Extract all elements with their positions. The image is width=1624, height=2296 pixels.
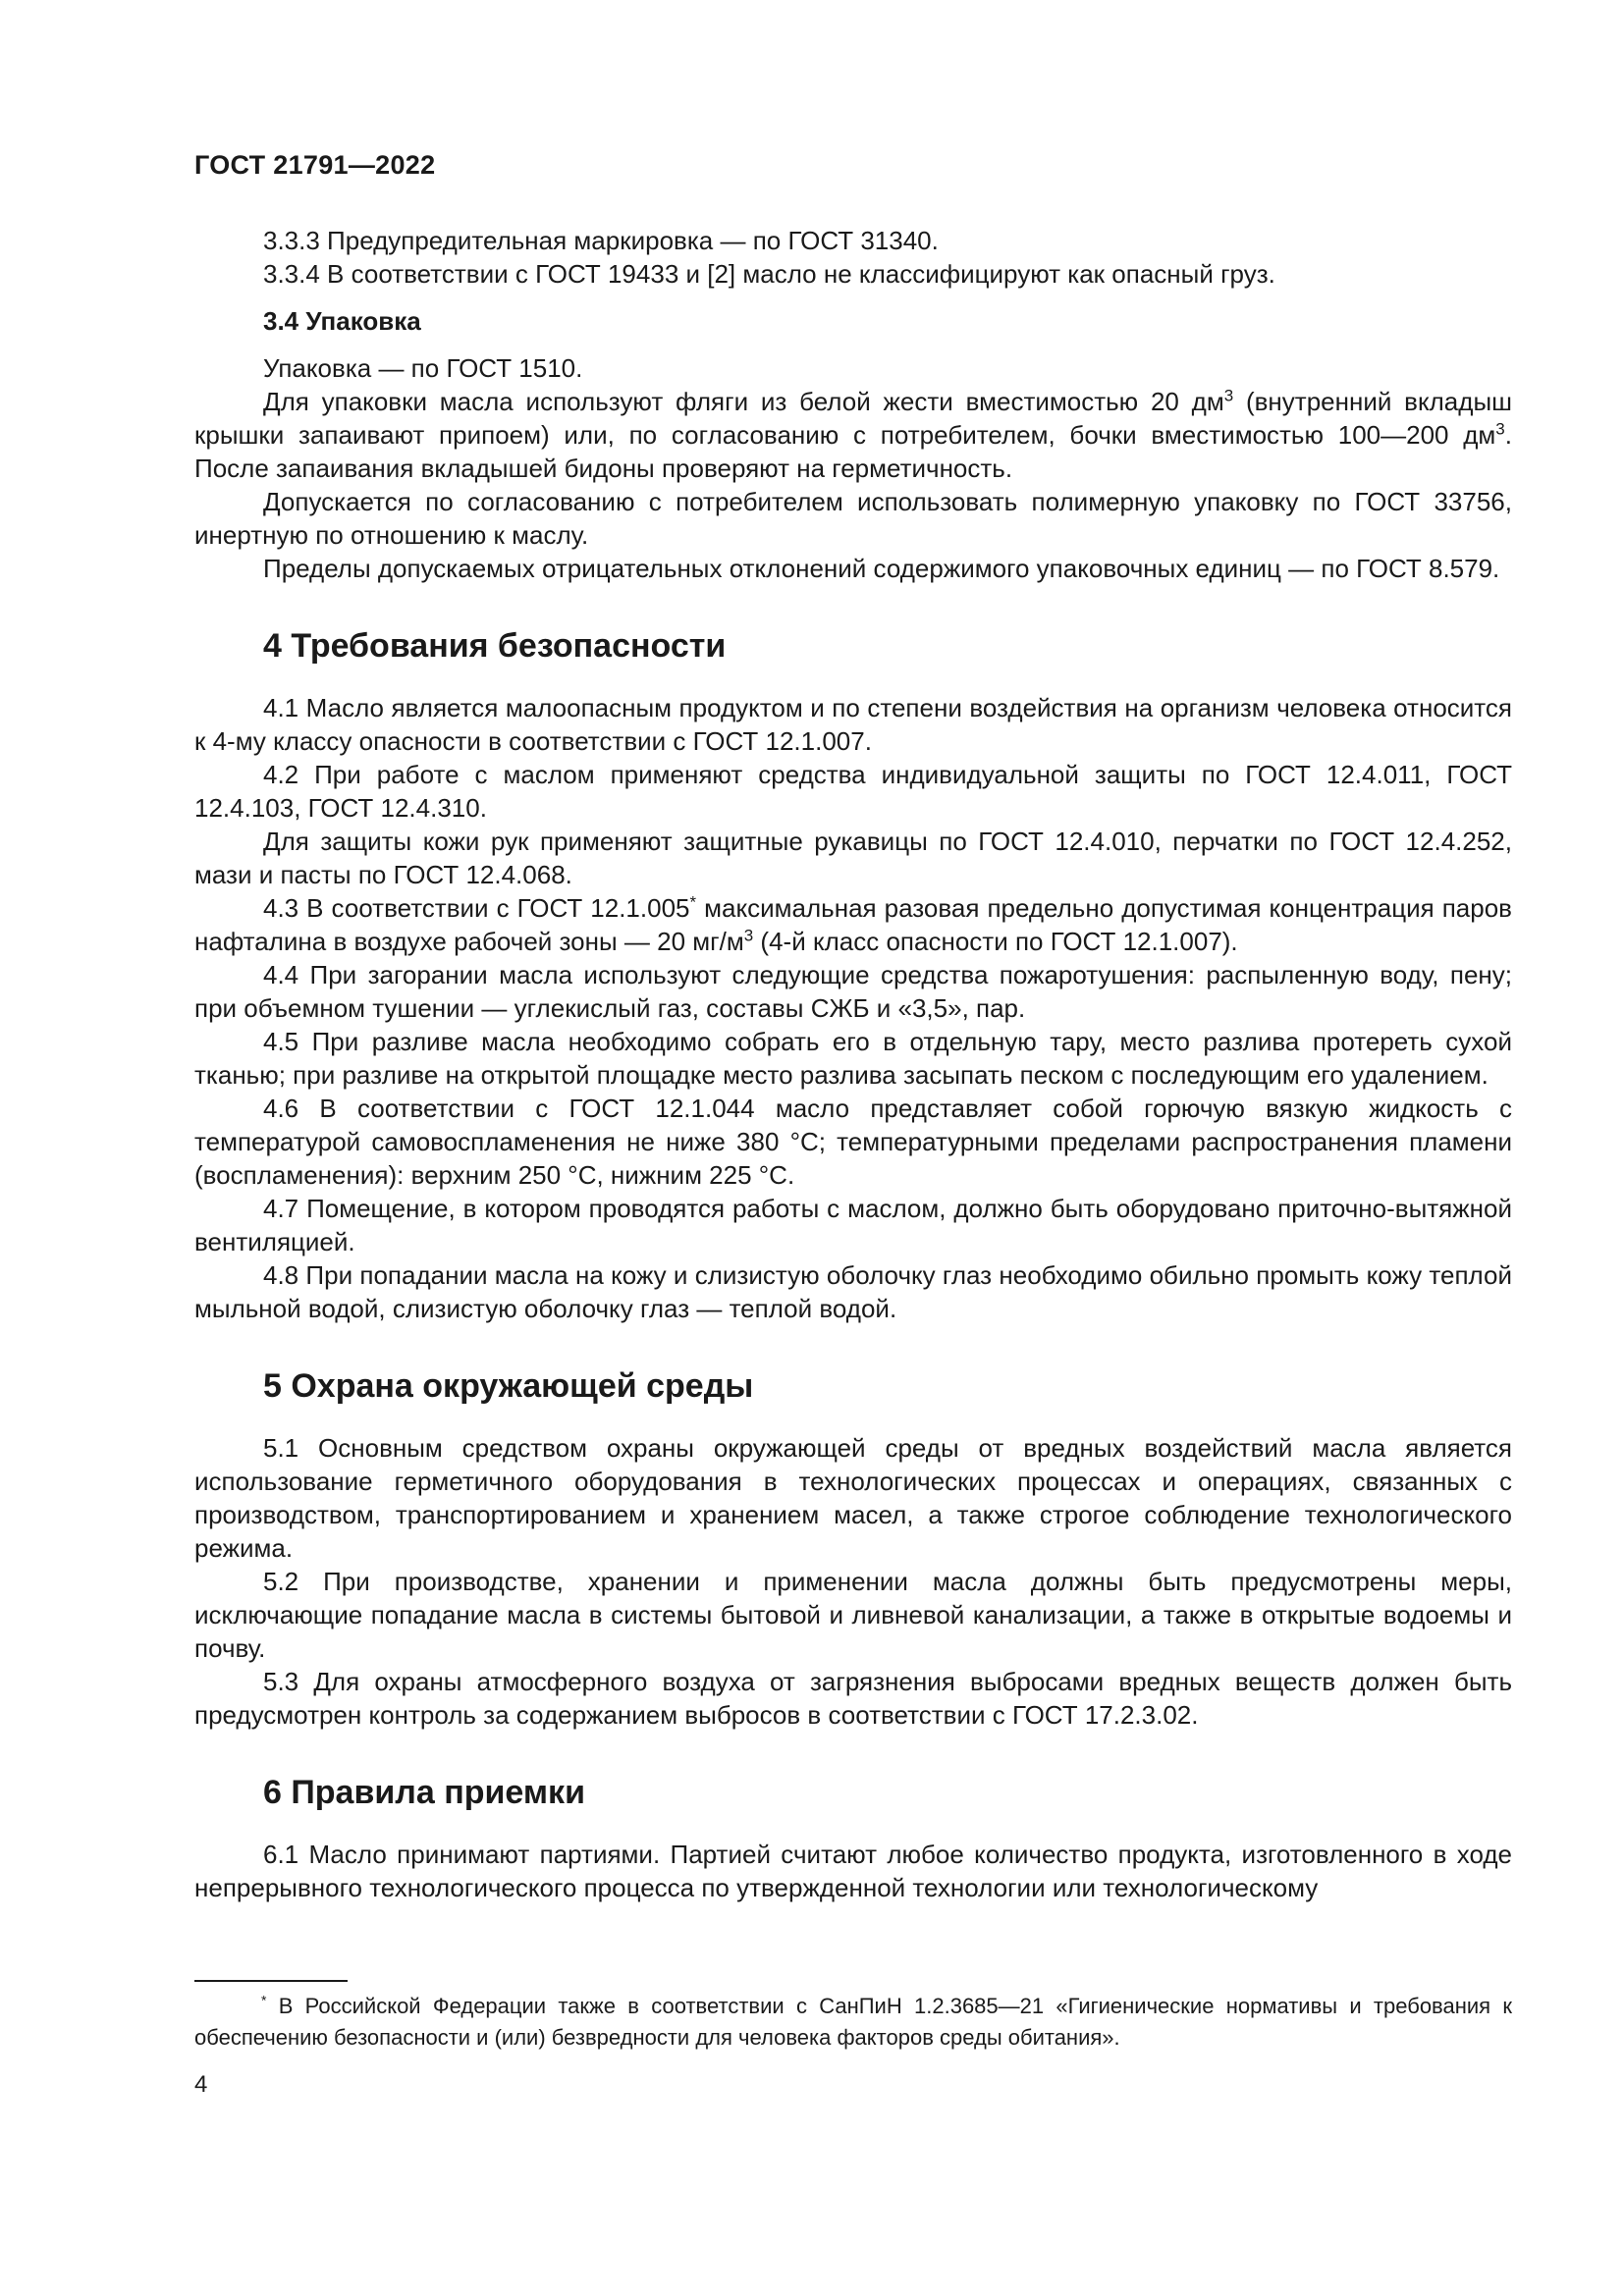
running-header: ГОСТ 21791—2022 — [194, 150, 436, 180]
superscript: 3 — [1495, 419, 1505, 439]
paragraph: 4.5 При разливе масла необходимо собрать его в отдельную тару, место разлива протереть сухой тканью; при разливе на открытой площадке место разлива засыпать песком с последующим его удалением. — [194, 1027, 1512, 1090]
paragraph — [194, 385, 1512, 485]
text-run: Для упаковки масла используют фляги из белой жести вместимостью 20 дм — [263, 387, 1224, 416]
superscript: 3 — [743, 926, 754, 945]
footnote-text: В Российской Федерации также в соответствии с СанПиН 1.2.3685—21 «Гигиенические нормативы и требования к обеспечению безопасности и (или) безвредности для человека факторов среды обитания». — [194, 1994, 1512, 2050]
paragraph: 5.3 Для охраны атмосферного воздуха от загрязнения выбросами вредных веществ должен быть предусмотрен контроль за содержанием выбросов в соответствии с ГОСТ 17.2.3.02. — [194, 1667, 1512, 1730]
section-heading: 4 Требования безопасности — [263, 627, 727, 665]
paragraph: Допускается по согласованию с потребителем использовать полимерную упаковку по ГОСТ 33756, инертную по отношению к маслу. — [194, 487, 1512, 550]
footnote — [194, 1991, 1512, 2054]
paragraph: 5.2 При производстве, хранении и применении масла должны быть предусмотрены меры, исключающие попадание масла в системы бытовой и ливневой канализации, а также в открытые водоемы и почву. — [194, 1567, 1512, 1663]
paragraph: 6.1 Масло принимают партиями. Партией считают любое количество продукта, изготовленного в ходе непрерывного технологического процесса по утвержденной технологии или технологическому — [194, 1840, 1512, 1902]
paragraph: 4.4 При загорании масла используют следующие средства пожаротушения: распыленную воду, пену; при объемном тушении — углекислый газ, составы СЖБ и «3,5», пар. — [194, 960, 1512, 1023]
document-body — [194, 224, 1512, 1904]
paragraph: 4.7 Помещение, в котором проводятся работы с маслом, должно быть оборудовано приточно-вытяжной вентиляцией. — [194, 1194, 1512, 1256]
superscript: * — [689, 892, 697, 912]
superscript: 3 — [1223, 386, 1234, 405]
section-heading: 5 Охрана окружающей среды — [263, 1367, 754, 1405]
paragraph: 4.2 При работе с маслом применяют средства индивидуальной защиты по ГОСТ 12.4.011, ГОСТ 12.4.103, ГОСТ 12.4.310. — [194, 760, 1512, 823]
paragraph: 3.3.3 Предупредительная маркировка — по ГОСТ 31340. — [263, 226, 939, 255]
paragraph: 4.6 В соответствии с ГОСТ 12.1.044 масло представляет собой горючую вязкую жидкость с температурой самовоспламенения не ниже 380 °С; температурными пределами распространения пламени (воспламенения): верхним 250 °С, нижним 225 °С. — [194, 1094, 1512, 1190]
footnote-marker: * — [261, 1992, 267, 2008]
section-heading: 6 Правила приемки — [263, 1774, 585, 1811]
paragraph — [194, 891, 1512, 958]
page-number: 4 — [194, 2071, 208, 2098]
paragraph: Для защиты кожи рук применяют защитные рукавицы по ГОСТ 12.4.010, перчатки по ГОСТ 12.4.252, мази и пасты по ГОСТ 12.4.068. — [194, 827, 1512, 889]
paragraph: Упаковка — по ГОСТ 1510. — [263, 353, 583, 383]
text-run: (внутренний вкладыш крышки запаивают припоем) или, по согласованию с потребителем, бочки вместимостью 100—200 дм — [194, 387, 1512, 450]
text-run: максимальная разовая предельно допустимая концентрация паров нафталина в воздухе рабочей зоны — 20 мг/м — [194, 893, 1512, 956]
paragraph: 4.1 Масло является малоопасным продуктом и по степени воздействия на организм человека относится к 4-му классу опасности в соответствии с ГОСТ 12.1.007. — [194, 693, 1512, 756]
paragraph: Пределы допускаемых отрицательных отклонений содержимого упаковочных единиц — по ГОСТ 8.579. — [263, 554, 1500, 583]
paragraph: 4.8 При попадании масла на кожу и слизистую оболочку глаз необходимо обильно промыть кожу теплой мыльной водой, слизистую оболочку глаз — теплой водой. — [194, 1260, 1512, 1323]
text-run: 4.3 В соответствии с ГОСТ 12.1.005 — [263, 893, 690, 923]
paragraph: 3.3.4 В соответствии с ГОСТ 19433 и [2] масло не классифицируют как опасный груз. — [263, 259, 1275, 289]
subsection-heading: 3.4 Упаковка — [263, 306, 421, 336]
paragraph: 5.1 Основным средством охраны окружающей среды от вредных воздействий масла является использование герметичного оборудования в технологических процессах и операциях, связанных с производством, транспортированием и хранением масел, а также строгое соблюдение технологического режима. — [194, 1433, 1512, 1563]
text-run: (4-й класс опасности по ГОСТ 12.1.007). — [753, 927, 1238, 956]
text-run: . После запаивания вкладышей бидоны проверяют на герметичность. — [194, 420, 1512, 483]
footnote-rule — [194, 1980, 348, 1982]
